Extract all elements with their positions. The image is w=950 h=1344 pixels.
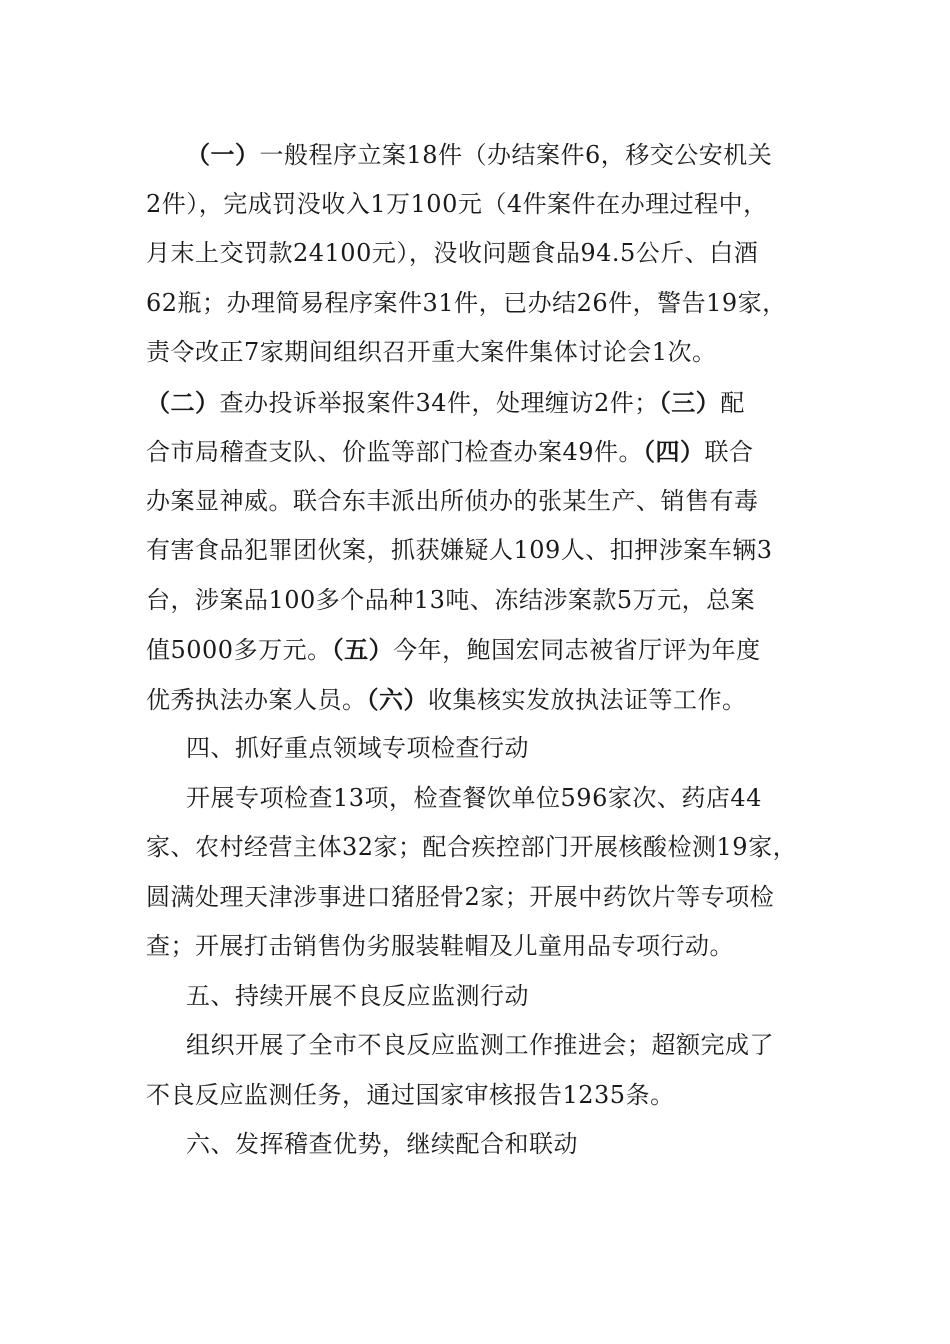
text-segment: 五、持续开展不良反应监测行动 [186, 981, 529, 1010]
text-line [146, 675, 800, 725]
text-segment: 优秀执法办案人员。 [146, 685, 367, 714]
text-line [146, 526, 800, 576]
section-heading [146, 1120, 800, 1170]
paragraph [146, 130, 800, 724]
text-line [146, 1071, 800, 1121]
text-segment: 圆满处理天津涉事进口猪胫骨2家；开展中药饮片等专项检 [146, 882, 775, 911]
text-line [146, 477, 800, 527]
text-line [146, 873, 800, 923]
text-line [146, 279, 800, 329]
text-segment: 2件），完成罚没收入1万100元（4件案件在办理过程中， [146, 189, 768, 218]
text-segment: 不良反应监测任务，通过国家审核报告1235条。 [146, 1080, 675, 1109]
section-heading [146, 724, 800, 774]
text-line [146, 229, 800, 279]
text-line [146, 724, 800, 774]
text-segment: 今年，鲍国宏同志被省厅评为年度 [393, 636, 761, 664]
item-marker: （六） [366, 684, 428, 714]
paragraph [146, 1021, 800, 1120]
text-segment: 收集核实发放执法证等工作。 [428, 685, 747, 714]
text-line [146, 576, 800, 626]
text-segment: 查办投诉举报案件34件，处理缠访2件； [219, 388, 659, 417]
text-segment: 查；开展打击销售伪劣服装鞋帽及儿童用品专项行动。 [146, 932, 734, 960]
text-line [146, 427, 800, 477]
item-marker: （四） [643, 437, 705, 466]
text-segment: 组织开展了全市不良反应监测工作推进会；超额完成了 [186, 1031, 774, 1059]
paragraph [146, 774, 800, 972]
text-line [146, 774, 800, 824]
text-line [146, 625, 800, 675]
text-segment: 六、发挥稽查优势，继续配合和联动 [186, 1130, 578, 1158]
text-line [146, 180, 800, 230]
text-line [146, 972, 800, 1022]
text-segment: 责令改正7家期间组织召开重大案件集体讨论会1次。 [146, 338, 717, 366]
document-body [146, 130, 800, 1170]
text-segment: 一般程序立案18件（办结案件6，移交公安机关 [259, 141, 773, 169]
text-segment: 值5000多万元。 [146, 636, 332, 664]
text-segment: 有害食品犯罪团伙案，抓获嫌疑人109人、扣押涉案车辆3 [146, 536, 773, 564]
item-marker: （二） [146, 387, 220, 417]
text-segment: 联合 [704, 438, 754, 466]
text-segment: 四、抓好重点领域专项检查行动 [186, 734, 529, 762]
text-segment: 办案显神威。联合东丰派出所侦办的张某生产、销售有毒 [146, 486, 759, 515]
item-marker: （五） [331, 635, 394, 664]
text-segment: 配 [720, 388, 745, 417]
text-segment: 月末上交罚款24100元），没收问题食品94.5公斤、白酒 [146, 239, 759, 267]
text-line [146, 1120, 800, 1170]
text-segment: 开展专项检查13项，检查餐饮单位596家次、药店44 [186, 783, 762, 812]
text-line [146, 328, 800, 378]
item-marker: （一） [186, 140, 260, 169]
text-line [146, 130, 800, 180]
text-line [146, 378, 800, 428]
text-segment: 62瓶；办理简易程序案件31件，已办结26件，警告19家， [146, 288, 787, 317]
item-marker: （三） [658, 387, 721, 417]
text-segment: 台，涉案品100多个品种13吨、冻结涉案款5万元，总案 [146, 585, 756, 614]
text-segment: 合市局稽查支队、价监等部门检查办案49件。 [146, 438, 644, 466]
section-heading [146, 972, 800, 1022]
text-line [146, 823, 800, 873]
text-segment: 家、农村经营主体32家；配合疾控部门开展核酸检测19家， [146, 833, 798, 861]
text-line [146, 1021, 800, 1071]
text-line [146, 922, 800, 972]
